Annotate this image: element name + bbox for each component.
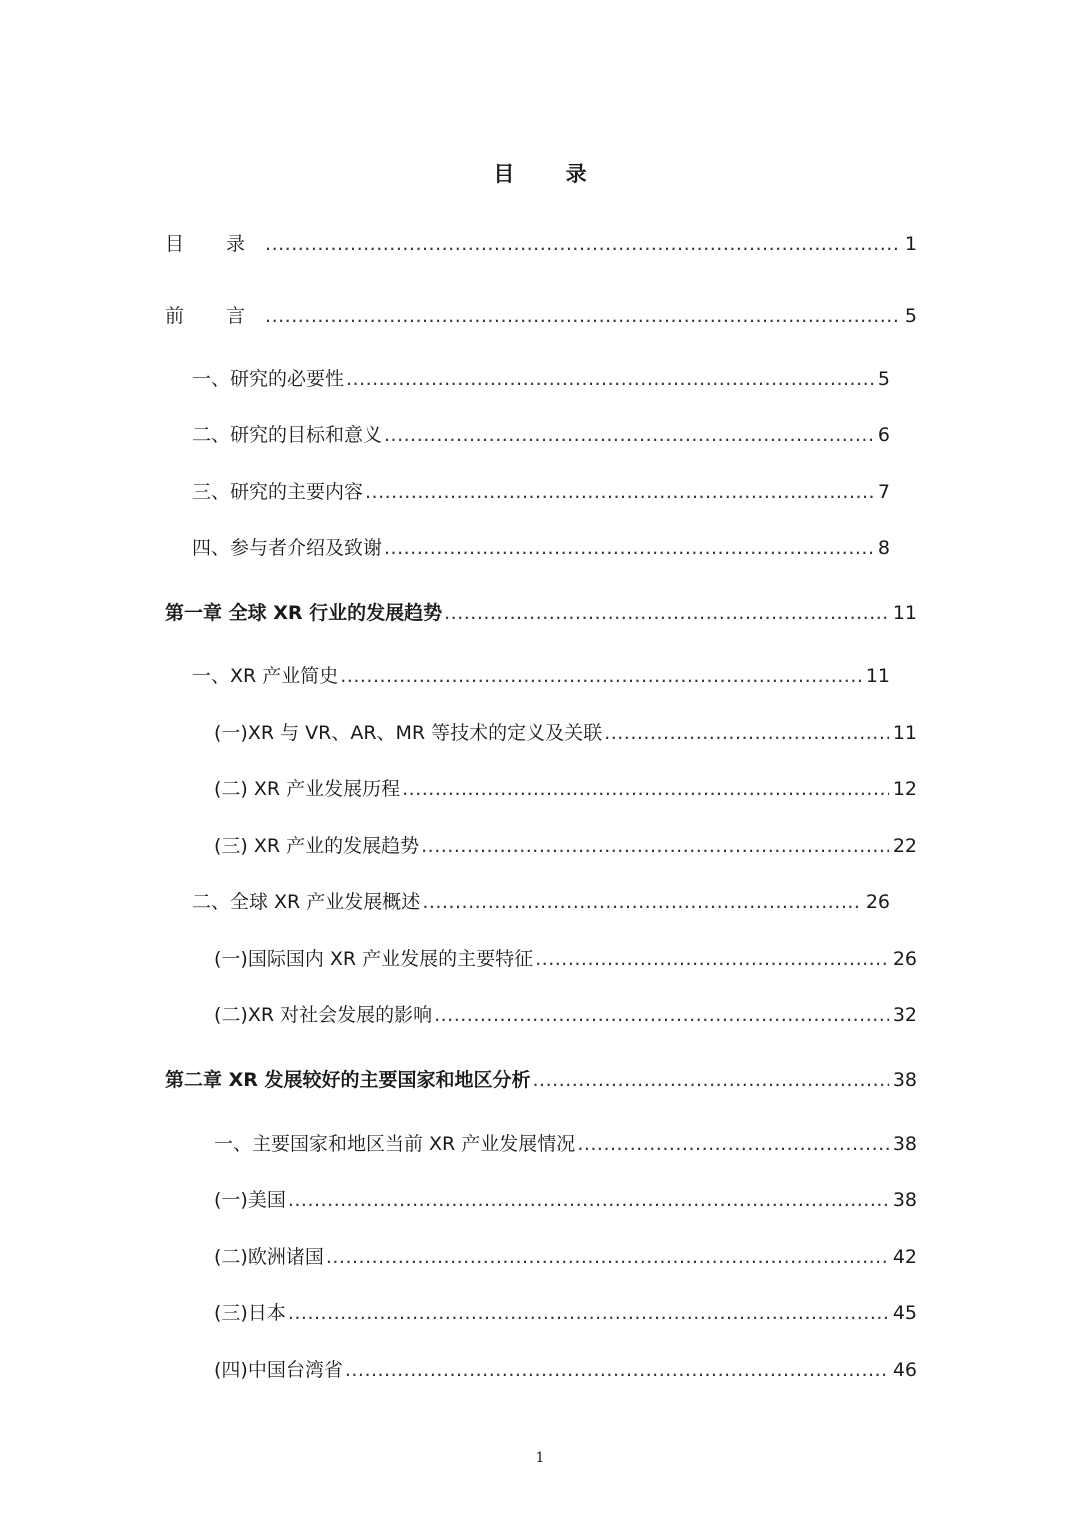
toc-entry-label: 三、研究的主要内容 xyxy=(192,481,364,503)
toc-dot-leader xyxy=(384,422,874,448)
toc-dot-leader xyxy=(345,1357,889,1383)
toc-dot-leader xyxy=(288,1187,889,1213)
toc-dot-leader xyxy=(421,833,889,859)
toc-entry-page: 11 xyxy=(865,665,890,687)
toc-dot-leader xyxy=(434,1002,889,1028)
toc-entry-preface[interactable] xyxy=(165,303,917,329)
toc-dot-leader xyxy=(577,1131,889,1157)
toc-entry-page: 38 xyxy=(892,1069,917,1091)
toc-entry-label: 二、研究的目标和意义 xyxy=(192,424,383,446)
toc-entry-page: 45 xyxy=(892,1302,917,1324)
toc-dot-leader xyxy=(340,663,862,689)
footer-page-number: 1 xyxy=(535,1450,545,1466)
toc-entry-xr-development-history[interactable] xyxy=(214,776,917,802)
toc-dot-leader xyxy=(402,776,889,802)
toc-dot-leader xyxy=(604,720,889,746)
toc-entry-label: 四、参与者介绍及致谢 xyxy=(192,537,383,559)
toc-entry-xr-history[interactable] xyxy=(192,663,890,689)
toc-entry-label: (三) XR 产业的发展趋势 xyxy=(214,835,420,857)
toc-entry-main-content[interactable] xyxy=(192,479,890,505)
toc-entry-label: (二) XR 产业发展历程 xyxy=(214,778,401,800)
toc-entry-xr-definitions[interactable] xyxy=(214,720,917,746)
toc-entry-global-overview[interactable] xyxy=(192,889,890,915)
toc-dot-leader xyxy=(265,231,901,257)
toc-dot-leader xyxy=(444,600,889,626)
toc-entry-label: 一、主要国家和地区当前 XR 产业发展情况 xyxy=(214,1133,576,1155)
toc-entry-regions-status[interactable] xyxy=(214,1131,917,1157)
toc-entry-page: 11 xyxy=(892,722,917,744)
toc-entry-page: 38 xyxy=(892,1189,917,1211)
toc-entry-japan[interactable] xyxy=(214,1300,917,1326)
toc-dot-leader xyxy=(365,479,874,505)
toc-entry-label: 第二章 XR 发展较好的主要国家和地区分析 xyxy=(165,1069,531,1091)
toc-entry-contents[interactable] xyxy=(165,231,917,257)
toc-entry-page: 26 xyxy=(892,948,917,970)
toc-entry-page: 22 xyxy=(892,835,917,857)
toc-entry-page: 26 xyxy=(865,891,890,913)
toc-entry-label: 目 录 xyxy=(165,233,264,255)
toc-entry-label: 二、全球 XR 产业发展概述 xyxy=(192,891,421,913)
toc-dot-leader xyxy=(422,889,862,915)
toc-dot-leader xyxy=(346,366,874,392)
toc-entry-page: 1 xyxy=(904,233,917,255)
toc-entry-main-features[interactable] xyxy=(214,946,917,972)
toc-dot-leader xyxy=(533,1067,889,1093)
toc-entry-page: 32 xyxy=(892,1004,917,1026)
toc-entry-label: (二)XR 对社会发展的影响 xyxy=(214,1004,433,1026)
toc-entry-page: 8 xyxy=(877,537,890,559)
toc-entry-chapter-1[interactable] xyxy=(165,600,917,626)
toc-entry-label: (一)美国 xyxy=(214,1189,286,1211)
toc-entry-necessity[interactable] xyxy=(192,366,890,392)
toc-entry-label: 第一章 全球 XR 行业的发展趋势 xyxy=(165,602,443,624)
toc-entry-page: 42 xyxy=(892,1246,917,1268)
toc-entry-label: (一)XR 与 VR、AR、MR 等技术的定义及关联 xyxy=(214,722,603,744)
toc-dot-leader xyxy=(265,303,901,329)
toc-entry-label: 前 言 xyxy=(165,305,264,327)
page-title: 目 录 xyxy=(493,162,609,186)
toc-entry-page: 46 xyxy=(892,1359,917,1381)
toc-entry-label: (一)国际国内 XR 产业发展的主要特征 xyxy=(214,948,534,970)
toc-entry-label: (二)欧洲诸国 xyxy=(214,1246,324,1268)
toc-entry-page: 6 xyxy=(877,424,890,446)
toc-entry-page: 7 xyxy=(877,481,890,503)
toc-entry-label: 一、XR 产业简史 xyxy=(192,665,339,687)
toc-entry-usa[interactable] xyxy=(214,1187,917,1213)
toc-entry-page: 38 xyxy=(892,1133,917,1155)
toc-entry-europe[interactable] xyxy=(214,1244,917,1270)
toc-entry-chapter-2[interactable] xyxy=(165,1067,917,1093)
toc-entry-social-impact[interactable] xyxy=(214,1002,917,1028)
toc-entry-page: 5 xyxy=(877,368,890,390)
toc-dot-leader xyxy=(288,1300,889,1326)
toc-entry-goals[interactable] xyxy=(192,422,890,448)
toc-dot-leader xyxy=(535,946,889,972)
toc-entry-participants[interactable] xyxy=(192,535,890,561)
toc-entry-label: (三)日本 xyxy=(214,1302,286,1324)
toc-entry-taiwan[interactable] xyxy=(214,1357,917,1383)
toc-entry-page: 11 xyxy=(892,602,917,624)
toc-entry-page: 5 xyxy=(904,305,917,327)
toc-entry-xr-trends[interactable] xyxy=(214,833,917,859)
toc-dot-leader xyxy=(326,1244,889,1270)
toc-entry-label: (四)中国台湾省 xyxy=(214,1359,343,1381)
toc-entry-label: 一、研究的必要性 xyxy=(192,368,345,390)
toc-dot-leader xyxy=(384,535,874,561)
toc-entry-page: 12 xyxy=(892,778,917,800)
